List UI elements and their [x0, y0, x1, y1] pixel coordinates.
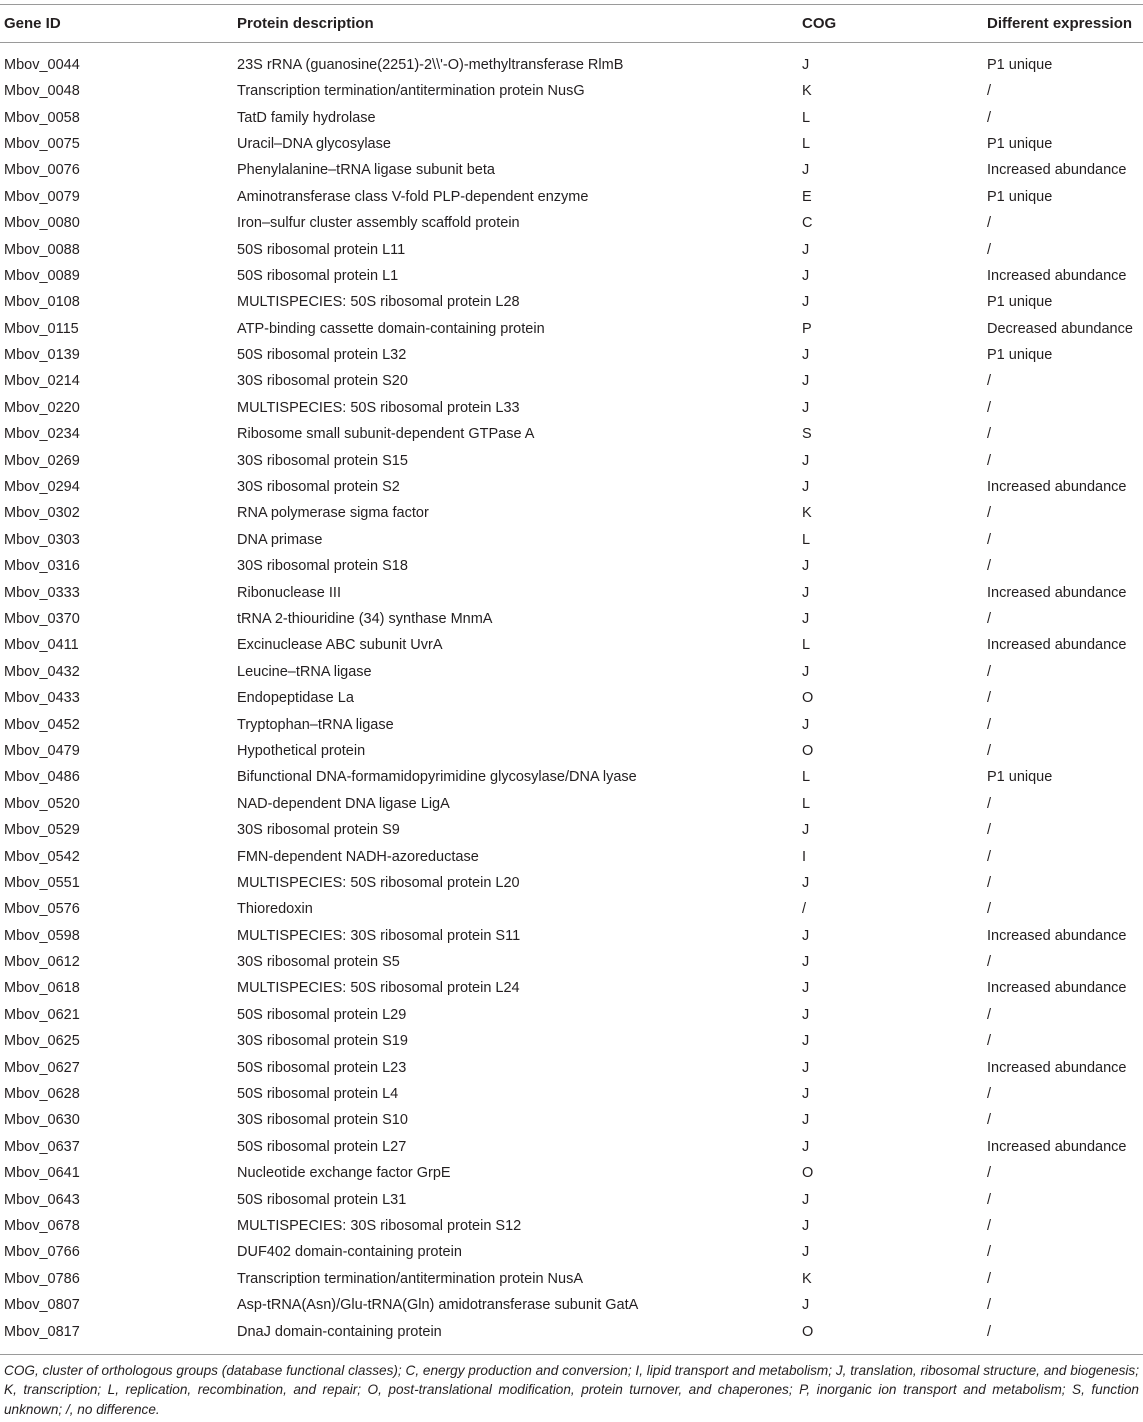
expression-cell: / [987, 716, 992, 733]
gene-id-cell: Mbov_0433 [4, 690, 80, 707]
gene-id-cell: Mbov_0333 [4, 584, 80, 601]
table-row [0, 1239, 1143, 1265]
gene-id-cell: Mbov_0370 [4, 611, 80, 627]
gene-id-cell: Mbov_0234 [4, 426, 80, 443]
table-bottom-rule [0, 1354, 1143, 1355]
protein-description-cell: MULTISPECIES: 30S ribosomal protein S12 [237, 1217, 522, 1234]
cog-cell: J [802, 611, 810, 627]
protein-description-cell: Endopeptidase La [237, 690, 354, 707]
table-row [0, 527, 1143, 553]
protein-description-cell: 50S ribosomal protein L4 [237, 1086, 399, 1103]
table-row [0, 606, 1143, 632]
table-row [0, 1028, 1143, 1054]
table-row [0, 316, 1143, 342]
expression-cell: / [987, 1191, 992, 1208]
table-row [0, 949, 1143, 975]
gene-id-cell: Mbov_0058 [4, 109, 80, 126]
gene-id-cell: Mbov_0075 [4, 135, 80, 152]
cog-cell: O [802, 742, 814, 759]
cog-cell: L [802, 531, 811, 548]
gene-table [0, 4, 1143, 1349]
protein-description-cell: MULTISPECIES: 50S ribosomal protein L24 [237, 980, 520, 997]
table-row [0, 711, 1143, 737]
protein-description-cell: Transcription termination/antitermination protein NusA [237, 1270, 584, 1287]
cog-cell: L [802, 795, 811, 812]
expression-cell: / [987, 1033, 992, 1050]
cog-cell: J [802, 1086, 810, 1103]
table-row [0, 289, 1143, 315]
gene-id-cell: Mbov_0641 [4, 1165, 80, 1182]
gene-id-cell: Mbov_0643 [4, 1191, 80, 1208]
expression-cell: / [987, 426, 992, 443]
expression-cell: / [987, 1297, 992, 1314]
table-row [0, 131, 1143, 157]
cog-cell: L [802, 637, 811, 654]
gene-id-cell: Mbov_0542 [4, 848, 80, 865]
gene-id-cell: Mbov_0108 [4, 294, 80, 311]
cog-cell: J [802, 1244, 810, 1261]
table-row [0, 1186, 1143, 1212]
protein-description-cell: Ribonuclease III [237, 584, 341, 601]
expression-cell: Increased abundance [987, 980, 1127, 997]
protein-description-cell: 30S ribosomal protein S9 [237, 822, 400, 839]
table-row [0, 685, 1143, 711]
table-row [0, 659, 1143, 685]
table-row [0, 1107, 1143, 1133]
expression-cell: / [987, 241, 992, 258]
cog-cell: J [802, 584, 810, 601]
expression-cell: / [987, 1244, 992, 1261]
gene-id-cell: Mbov_0089 [4, 267, 80, 284]
table-row [0, 210, 1143, 236]
gene-id-cell: Mbov_0618 [4, 980, 80, 997]
protein-description-cell: 50S ribosomal protein L1 [237, 267, 399, 284]
expression-cell: / [987, 1165, 992, 1182]
cog-cell: K [802, 83, 812, 100]
gene-id-cell: Mbov_0452 [4, 716, 80, 733]
protein-description-cell: Thioredoxin [237, 901, 313, 918]
expression-cell: / [987, 848, 992, 865]
protein-description-cell: Transcription termination/antitermination protein NusG [237, 83, 585, 100]
protein-description-cell: MULTISPECIES: 50S ribosomal protein L20 [237, 874, 520, 891]
expression-cell: / [987, 215, 992, 232]
table-row [0, 1160, 1143, 1186]
gene-id-cell: Mbov_0316 [4, 558, 80, 575]
table-row [0, 791, 1143, 817]
table-header-row [0, 5, 1143, 43]
cog-cell: L [802, 135, 811, 152]
gene-id-cell: Mbov_0115 [4, 320, 79, 337]
gene-id-cell: Mbov_0625 [4, 1033, 80, 1050]
cog-cell: J [802, 479, 810, 496]
cog-cell: J [802, 241, 810, 258]
cog-cell: O [802, 1323, 814, 1340]
table-row [0, 184, 1143, 210]
protein-description-cell: tRNA 2-thiouridine (34) synthase MnmA [237, 611, 493, 627]
cog-cell: J [802, 57, 810, 73]
expression-cell: Increased abundance [987, 479, 1127, 496]
table-row [0, 553, 1143, 579]
expression-cell: / [987, 690, 992, 707]
protein-description-cell: Leucine–tRNA ligase [237, 663, 372, 680]
gene-id-cell: Mbov_0076 [4, 162, 80, 179]
cog-cell: J [802, 347, 810, 364]
protein-description-cell: 23S rRNA (guanosine(2251)-2\\'-O)-methyltransferase RlmB [237, 57, 624, 73]
protein-description-cell: 30S ribosomal protein S18 [237, 558, 408, 575]
gene-id-cell: Mbov_0302 [4, 505, 80, 522]
table-row [0, 1002, 1143, 1028]
table-row [0, 1266, 1143, 1292]
gene-id-cell: Mbov_0432 [4, 663, 80, 680]
table-row [0, 395, 1143, 421]
table-footnote: COG, cluster of orthologous groups (database functional classes); C, energy production and conversion; I, lipid transport and metabolism; J, translation, ribosomal structure, and biogenesis; K, transcription; L, replication, recombination, and repair; O, post-translational modification, protein turnover, and chaperones; P, inorganic ion transport and metabolism; S, function unknown; /, no difference. [4, 1363, 1139, 1417]
table-row [0, 923, 1143, 949]
protein-description-cell: 30S ribosomal protein S2 [237, 479, 400, 496]
expression-cell: / [987, 874, 992, 891]
protein-description-cell: 50S ribosomal protein L31 [237, 1191, 407, 1208]
cog-cell: J [802, 927, 810, 944]
expression-cell: / [987, 611, 992, 627]
protein-description-cell: Phenylalanine–tRNA ligase subunit beta [237, 162, 495, 179]
protein-description-cell: Nucleotide exchange factor GrpE [237, 1165, 451, 1182]
table-body [0, 43, 1143, 1349]
protein-description-cell: Tryptophan–tRNA ligase [237, 716, 394, 733]
gene-id-cell: Mbov_0411 [4, 637, 79, 654]
table-row [0, 447, 1143, 473]
cog-cell: J [802, 874, 810, 891]
table-row [0, 1081, 1143, 1107]
gene-id-cell: Mbov_0080 [4, 215, 80, 232]
table-row [0, 843, 1143, 869]
protein-description-cell: MULTISPECIES: 50S ribosomal protein L28 [237, 294, 520, 311]
expression-cell: / [987, 1086, 992, 1103]
gene-id-cell: Mbov_0630 [4, 1112, 80, 1129]
table-row [0, 1318, 1143, 1348]
protein-description-cell: TatD family hydrolase [237, 109, 376, 126]
gene-id-cell: Mbov_0807 [4, 1297, 80, 1314]
expression-cell: / [987, 954, 992, 971]
cog-cell: K [802, 1270, 812, 1287]
protein-description-cell: Excinuclease ABC subunit UvrA [237, 637, 443, 654]
gene-id-cell: Mbov_0678 [4, 1217, 80, 1234]
gene-id-cell: Mbov_0817 [4, 1323, 80, 1340]
protein-description-cell: 50S ribosomal protein L29 [237, 1006, 407, 1023]
protein-description-cell: 30S ribosomal protein S15 [237, 452, 408, 469]
expression-cell: / [987, 822, 992, 839]
table-row [0, 43, 1143, 79]
expression-cell: / [987, 1006, 992, 1023]
cog-cell: J [802, 1217, 810, 1234]
cog-cell: J [802, 1059, 810, 1076]
expression-cell: P1 unique [987, 294, 1053, 311]
protein-description-cell: 50S ribosomal protein L27 [237, 1138, 407, 1155]
cog-cell: J [802, 1033, 810, 1050]
table-row [0, 474, 1143, 500]
expression-cell: P1 unique [987, 769, 1053, 786]
gene-id-cell: Mbov_0598 [4, 927, 80, 944]
gene-id-cell: Mbov_0627 [4, 1059, 80, 1076]
expression-cell: P1 unique [987, 57, 1053, 73]
expression-cell: / [987, 795, 992, 812]
expression-cell: / [987, 83, 992, 100]
gene-id-cell: Mbov_0079 [4, 188, 80, 205]
expression-cell: Increased abundance [987, 1059, 1127, 1076]
gene-id-cell: Mbov_0637 [4, 1138, 80, 1155]
protein-description-cell: MULTISPECIES: 50S ribosomal protein L33 [237, 399, 520, 416]
cog-cell: J [802, 558, 810, 575]
gene-id-cell: Mbov_0088 [4, 241, 80, 258]
expression-cell: Increased abundance [987, 637, 1127, 654]
protein-description-cell: 30S ribosomal protein S10 [237, 1112, 408, 1129]
gene-id-cell: Mbov_0551 [4, 874, 80, 891]
table-row [0, 632, 1143, 658]
cog-cell: / [802, 901, 807, 918]
protein-description-cell: Bifunctional DNA-formamidopyrimidine glycosylase/DNA lyase [237, 769, 637, 786]
expression-cell: / [987, 901, 992, 918]
expression-cell: / [987, 399, 992, 416]
expression-cell: Increased abundance [987, 584, 1127, 601]
expression-cell: / [987, 505, 992, 522]
cog-cell: P [802, 320, 812, 337]
table-row [0, 738, 1143, 764]
header-protein-description: Protein description [237, 15, 374, 32]
header-gene-id: Gene ID [4, 15, 61, 32]
protein-description-cell: DnaJ domain-containing protein [237, 1323, 442, 1340]
gene-id-cell: Mbov_0048 [4, 83, 80, 100]
cog-cell: J [802, 373, 810, 390]
expression-cell: Increased abundance [987, 267, 1127, 284]
expression-cell: P1 unique [987, 347, 1053, 364]
gene-id-cell: Mbov_0214 [4, 373, 80, 390]
expression-cell: / [987, 1112, 992, 1129]
cog-cell: J [802, 1112, 810, 1129]
table-row [0, 1292, 1143, 1318]
protein-description-cell: DUF402 domain-containing protein [237, 1244, 462, 1261]
expression-cell: / [987, 109, 992, 126]
protein-description-cell: 30S ribosomal protein S20 [237, 373, 408, 390]
table-row [0, 579, 1143, 605]
cog-cell: J [802, 980, 810, 997]
expression-cell: / [987, 742, 992, 759]
protein-description-cell: 30S ribosomal protein S5 [237, 954, 400, 971]
cog-cell: J [802, 716, 810, 733]
cog-cell: J [802, 1297, 810, 1314]
cog-cell: J [802, 267, 810, 284]
expression-cell: / [987, 1217, 992, 1234]
cog-cell: S [802, 426, 812, 443]
table-row [0, 421, 1143, 447]
cog-cell: O [802, 690, 814, 707]
expression-cell: P1 unique [987, 135, 1053, 152]
cog-cell: I [802, 848, 807, 865]
expression-cell: Increased abundance [987, 927, 1127, 944]
gene-id-cell: Mbov_0139 [4, 347, 80, 364]
table-row [0, 896, 1143, 922]
cog-cell: C [802, 215, 813, 232]
gene-id-cell: Mbov_0294 [4, 479, 80, 496]
protein-description-cell: Hypothetical protein [237, 742, 366, 759]
expression-cell: / [987, 1270, 992, 1287]
protein-description-cell: Uracil–DNA glycosylase [237, 135, 391, 152]
table-row [0, 870, 1143, 896]
cog-cell: J [802, 399, 810, 416]
cog-cell: L [802, 769, 811, 786]
gene-id-cell: Mbov_0520 [4, 795, 80, 812]
table-row [0, 104, 1143, 130]
table-row [0, 500, 1143, 526]
cog-cell: O [802, 1165, 814, 1182]
expression-cell: / [987, 373, 992, 390]
gene-id-cell: Mbov_0612 [4, 954, 80, 971]
gene-id-cell: Mbov_0628 [4, 1086, 80, 1103]
protein-description-cell: Asp-tRNA(Asn)/Glu-tRNA(Gln) amidotransferase subunit GatA [237, 1297, 639, 1314]
gene-id-cell: Mbov_0269 [4, 452, 80, 469]
gene-id-cell: Mbov_0766 [4, 1244, 80, 1261]
gene-id-cell: Mbov_0576 [4, 901, 80, 918]
expression-cell: Increased abundance [987, 1138, 1127, 1155]
table-row [0, 817, 1143, 843]
gene-id-cell: Mbov_0044 [4, 57, 80, 73]
table-row [0, 975, 1143, 1001]
table-row [0, 1134, 1143, 1160]
gene-id-cell: Mbov_0786 [4, 1270, 80, 1287]
cog-cell: J [802, 294, 810, 311]
cog-cell: J [802, 452, 810, 469]
protein-description-cell: Ribosome small subunit-dependent GTPase A [237, 426, 535, 443]
protein-description-cell: FMN-dependent NADH-azoreductase [237, 848, 479, 865]
protein-description-cell: Aminotransferase class V-fold PLP-dependent enzyme [237, 188, 589, 205]
table-row [0, 764, 1143, 790]
cog-cell: J [802, 954, 810, 971]
cog-cell: L [802, 109, 811, 126]
expression-cell: / [987, 663, 992, 680]
cog-cell: J [802, 1006, 810, 1023]
gene-id-cell: Mbov_0529 [4, 822, 80, 839]
gene-id-cell: Mbov_0486 [4, 769, 80, 786]
protein-description-cell: Iron–sulfur cluster assembly scaffold protein [237, 215, 520, 232]
cog-cell: K [802, 505, 812, 522]
protein-description-cell: RNA polymerase sigma factor [237, 505, 429, 522]
protein-description-cell: NAD-dependent DNA ligase LigA [237, 795, 450, 812]
table-row [0, 1213, 1143, 1239]
header-different-expression: Different expression [987, 15, 1133, 32]
expression-cell: / [987, 1323, 992, 1340]
gene-id-cell: Mbov_0479 [4, 742, 80, 759]
table-row [0, 236, 1143, 262]
gene-id-cell: Mbov_0220 [4, 399, 80, 416]
protein-description-cell: 50S ribosomal protein L11 [237, 241, 406, 258]
protein-description-cell: 50S ribosomal protein L23 [237, 1059, 407, 1076]
table-row [0, 368, 1143, 394]
expression-cell: Increased abundance [987, 162, 1127, 179]
protein-description-cell: 50S ribosomal protein L32 [237, 347, 407, 364]
table-row [0, 263, 1143, 289]
table-row [0, 78, 1143, 104]
data-table-container [0, 4, 1143, 1349]
table-row [0, 157, 1143, 183]
expression-cell: / [987, 558, 992, 575]
cog-cell: J [802, 1191, 810, 1208]
expression-cell: / [987, 452, 992, 469]
cog-cell: J [802, 822, 810, 839]
gene-id-cell: Mbov_0621 [4, 1006, 80, 1023]
expression-cell: Decreased abundance [987, 320, 1133, 337]
cog-cell: J [802, 162, 810, 179]
protein-description-cell: DNA primase [237, 531, 323, 548]
table-row [0, 342, 1143, 368]
protein-description-cell: MULTISPECIES: 30S ribosomal protein S11 [237, 927, 521, 944]
protein-description-cell: ATP-binding cassette domain-containing protein [237, 320, 545, 337]
cog-cell: J [802, 663, 810, 680]
table-row [0, 1054, 1143, 1080]
expression-cell: / [987, 531, 992, 548]
expression-cell: P1 unique [987, 188, 1053, 205]
gene-id-cell: Mbov_0303 [4, 531, 80, 548]
cog-cell: E [802, 188, 812, 205]
header-cog: COG [802, 15, 837, 32]
cog-cell: J [802, 1138, 810, 1155]
protein-description-cell: 30S ribosomal protein S19 [237, 1033, 408, 1050]
